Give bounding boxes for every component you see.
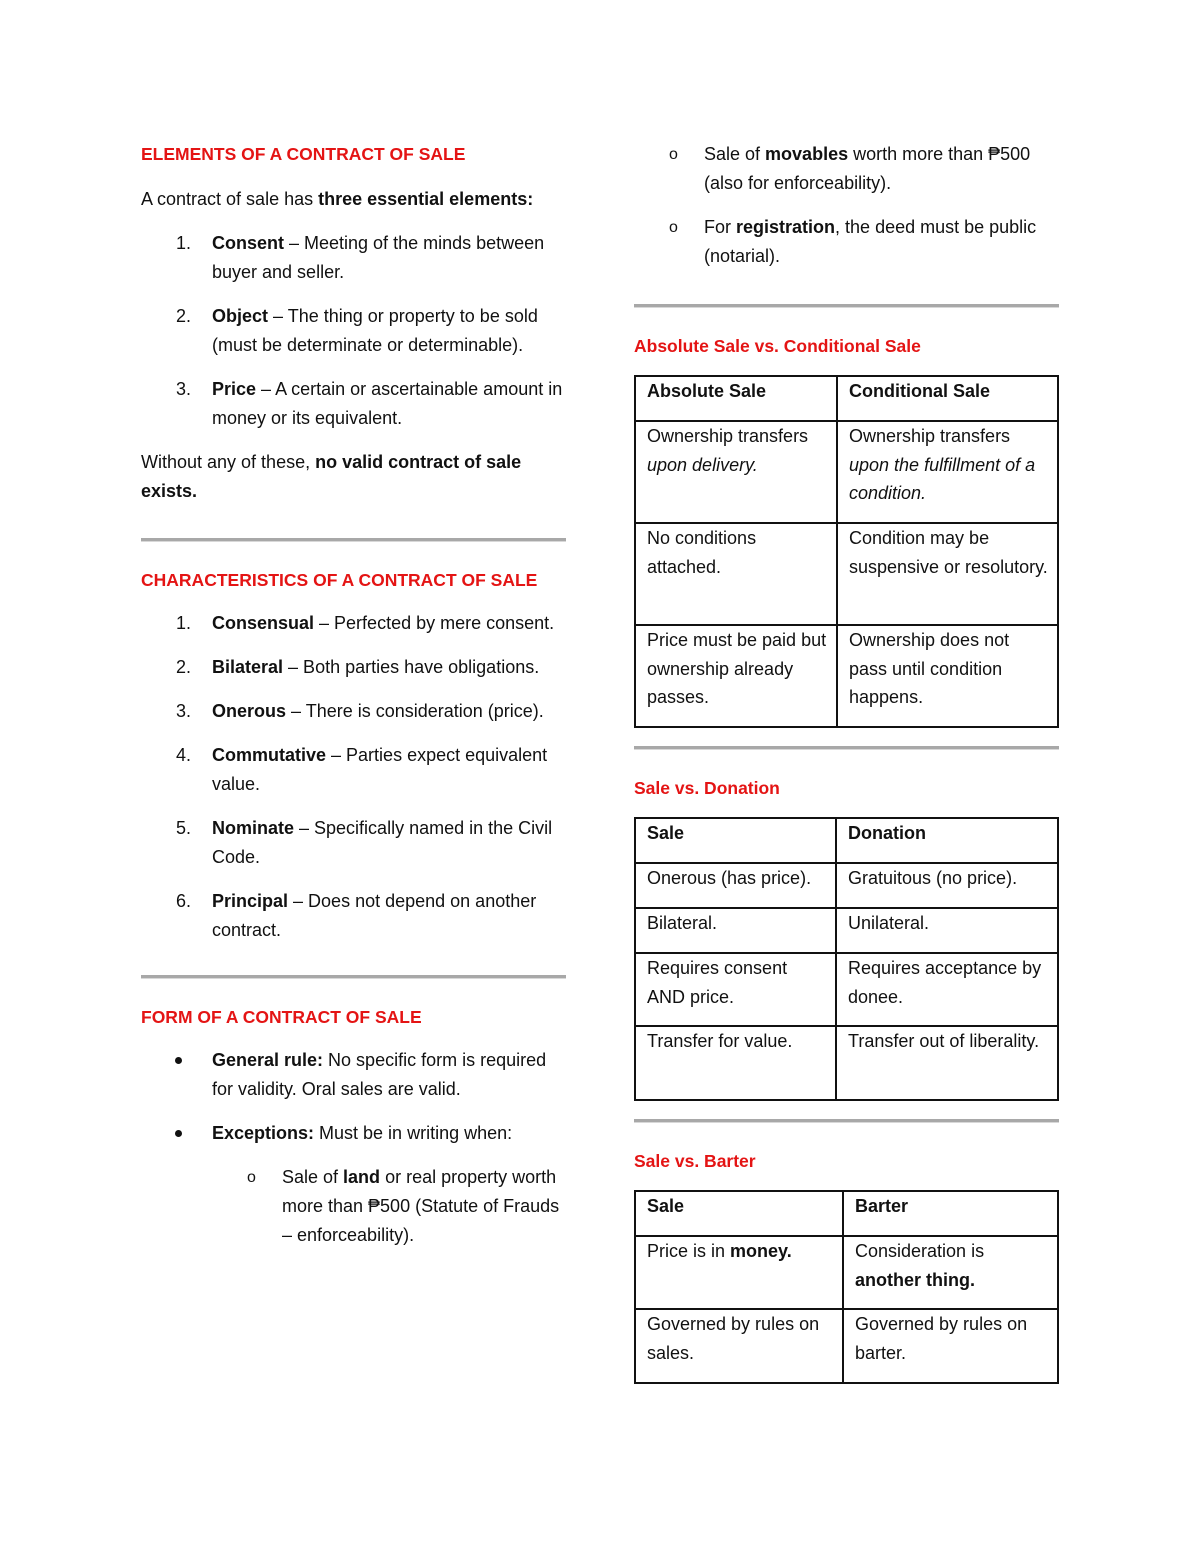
elements-closing: Without any of these, no valid contract of sale exists.: [141, 452, 522, 501]
list-item: o Sale of movables worth more than ₱500 (also for enforceability).: [563, 140, 1059, 198]
table-row: [635, 523, 1058, 625]
list-item: 3. Onerous – There is consideration (price).: [176, 701, 544, 721]
left-column: [141, 140, 566, 1250]
list-item: Exceptions: Must be in writing when:: [141, 1119, 566, 1148]
table-cell: Requires acceptance by donee.: [836, 953, 1058, 1026]
sale-barter-table: [634, 1190, 1059, 1384]
form-list: [141, 1046, 566, 1148]
characteristics-heading: CHARACTERISTICS OF A CONTRACT OF SALE: [141, 570, 538, 590]
elements-intro: A contract of sale has three essential elements:: [141, 189, 534, 209]
table-row: [635, 1236, 1058, 1309]
list-item: 6. Principal – Does not depend on another contract.: [176, 891, 537, 940]
table-cell: Absolute Sale: [635, 376, 837, 421]
table-cell: No conditions attached.: [635, 523, 837, 625]
table-header-row: [635, 376, 1058, 421]
table-cell: Transfer for value.: [635, 1026, 836, 1100]
bullet-icon: [175, 1057, 182, 1064]
sale-donation-heading: Sale vs. Donation: [634, 778, 780, 798]
exceptions-sublist: [141, 1163, 566, 1250]
table-header-row: [635, 1191, 1058, 1236]
table-cell: Conditional Sale: [837, 376, 1058, 421]
list-item: o For registration, the deed must be public (notarial).: [563, 213, 1059, 271]
table-cell: Ownership transfers upon delivery.: [635, 421, 837, 523]
table-cell: Transfer out of liberality.: [836, 1026, 1058, 1100]
list-item: 5. Nominate – Specifically named in the Civil Code.: [176, 818, 553, 867]
table-cell: Consideration is another thing.: [843, 1236, 1058, 1309]
table-cell: Onerous (has price).: [635, 863, 836, 908]
list-item: 2. Object – The thing or property to be sold (must be determinate or determinable).: [176, 306, 538, 355]
section-divider: [141, 538, 566, 542]
elements-list: [141, 229, 566, 433]
table-cell: Requires consent AND price.: [635, 953, 836, 1026]
list-item: 2. Bilateral – Both parties have obligations.: [176, 657, 540, 677]
list-item: 1. Consent – Meeting of the minds between buyer and seller.: [176, 233, 545, 282]
section-divider: [634, 304, 1059, 308]
circle-bullet-icon: o: [669, 146, 678, 163]
table-row: [635, 863, 1058, 908]
list-item: 4. Commutative – Parties expect equivalent value.: [176, 745, 548, 794]
right-column: [634, 140, 1059, 1384]
sale-barter-heading: Sale vs. Barter: [634, 1151, 756, 1171]
table-row: [635, 908, 1058, 953]
characteristics-list: [141, 609, 566, 945]
table-cell: Condition may be suspensive or resolutory.: [837, 523, 1058, 625]
table-header-row: [635, 818, 1058, 863]
circle-bullet-icon: o: [669, 219, 678, 236]
table-cell: Ownership does not pass until condition happens.: [837, 625, 1058, 727]
table-cell: Barter: [843, 1191, 1058, 1236]
section-divider: [634, 1119, 1059, 1123]
elements-heading: ELEMENTS OF A CONTRACT OF SALE: [141, 144, 466, 164]
table-cell: Ownership transfers upon the fulfillment of a condition.: [837, 421, 1058, 523]
absolute-conditional-heading: Absolute Sale vs. Conditional Sale: [634, 336, 921, 356]
table-cell: Governed by rules on sales.: [635, 1309, 843, 1383]
list-item: o Sale of land or real property worth more than ₱500 (Statute of Frauds – enforceability).: [141, 1163, 566, 1250]
list-item: 1. Consensual – Perfected by mere consent.: [176, 613, 555, 633]
table-row: [635, 1309, 1058, 1383]
absolute-conditional-table: [634, 375, 1059, 728]
list-item: General rule: No specific form is required for validity. Oral sales are valid.: [141, 1046, 566, 1104]
table-cell: Gratuitous (no price).: [836, 863, 1058, 908]
section-divider: [634, 746, 1059, 750]
table-cell: Price is in money.: [635, 1236, 843, 1309]
table-row: [635, 1026, 1058, 1100]
table-cell: Donation: [836, 818, 1058, 863]
table-row: [635, 421, 1058, 523]
table-row: [635, 625, 1058, 727]
form-heading: FORM OF A CONTRACT OF SALE: [141, 1007, 422, 1027]
table-cell: Sale: [635, 818, 836, 863]
list-item: 3. Price – A certain or ascertainable amount in money or its equivalent.: [176, 379, 563, 428]
table-cell: Unilateral.: [836, 908, 1058, 953]
table-cell: Sale: [635, 1191, 843, 1236]
exceptions-sublist-continued: [563, 140, 1059, 271]
table-row: [635, 953, 1058, 1026]
table-cell: Governed by rules on barter.: [843, 1309, 1058, 1383]
section-divider: [141, 975, 566, 979]
sale-donation-table: [634, 817, 1059, 1101]
table-cell: Price must be paid but ownership already passes.: [635, 625, 837, 727]
bullet-icon: [175, 1130, 182, 1137]
table-cell: Bilateral.: [635, 908, 836, 953]
circle-bullet-icon: o: [247, 1169, 256, 1186]
